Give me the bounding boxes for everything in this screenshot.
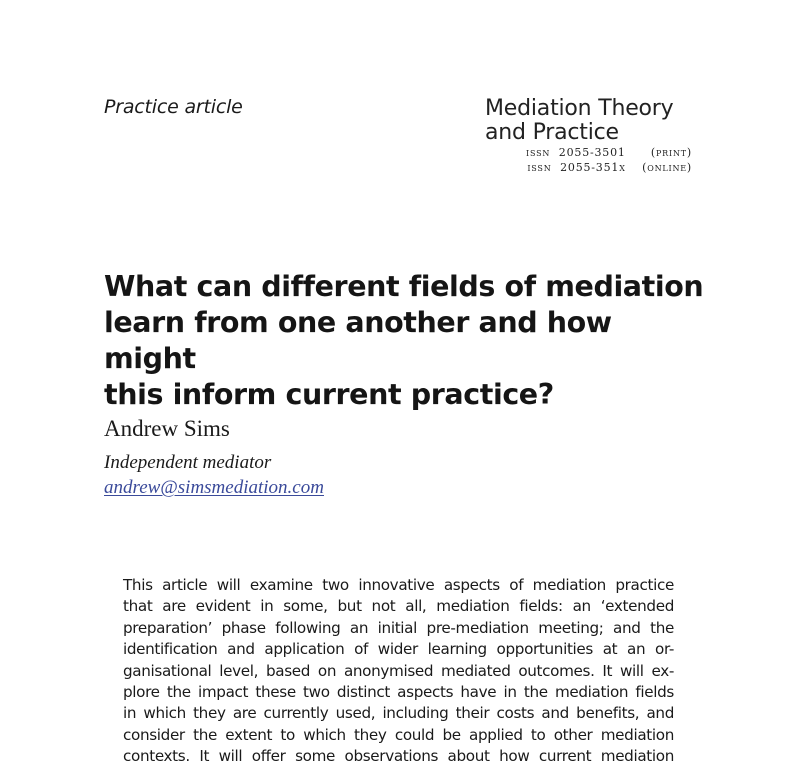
abstract bbox=[123, 575, 674, 768]
abstract-line: This article will examine two innovative aspects of mediation practice bbox=[123, 576, 674, 594]
abstract-line: plore the impact these two distinct aspects have in the mediation fields bbox=[123, 683, 674, 702]
abstract-line: contexts. It will offer some observations about how current mediation bbox=[123, 747, 674, 766]
article-title bbox=[104, 269, 704, 413]
abstract-line: identification and application of wider learning opportunities at an or- bbox=[123, 640, 674, 659]
article-type-label: Practice article bbox=[104, 96, 243, 118]
abstract-line: in which they are currently used, including their costs and benefits, and bbox=[123, 704, 674, 723]
abstract-line: that are evident in some, but not all, mediation fields: an ‘extended bbox=[123, 597, 674, 616]
abstract-line: preparation’ phase following an initial pre-mediation meeting; and the bbox=[123, 618, 674, 637]
journal-title-line-1: Mediation Theory bbox=[485, 96, 674, 121]
issn-number: 2055-3501 bbox=[558, 146, 626, 159]
journal-title bbox=[485, 97, 700, 145]
author-email-link[interactable]: andrew@simsmediation.com bbox=[104, 477, 324, 498]
issn-label: issn bbox=[526, 146, 551, 159]
issn-print bbox=[485, 145, 700, 160]
issn-number: 2055-351x bbox=[560, 161, 626, 174]
issn-kind: (online) bbox=[642, 161, 692, 174]
author-affiliation: Independent mediator bbox=[104, 452, 272, 473]
issn-online bbox=[485, 160, 700, 175]
abstract-line: ganisational level, based on anonymised mediated outcomes. It will ex- bbox=[123, 661, 674, 680]
abstract-line: consider the extent to which they could be applied to other mediation bbox=[123, 725, 674, 744]
journal-masthead bbox=[485, 97, 700, 175]
journal-title-line-2: and Practice bbox=[485, 120, 619, 145]
author-name: Andrew Sims bbox=[104, 416, 230, 441]
issn-label: issn bbox=[527, 161, 552, 174]
title-line: learn from one another and how might bbox=[104, 306, 612, 375]
title-line: What can different fields of mediation bbox=[104, 270, 704, 303]
title-line: this inform current practice? bbox=[104, 378, 554, 411]
issn-kind: (print) bbox=[650, 146, 692, 159]
